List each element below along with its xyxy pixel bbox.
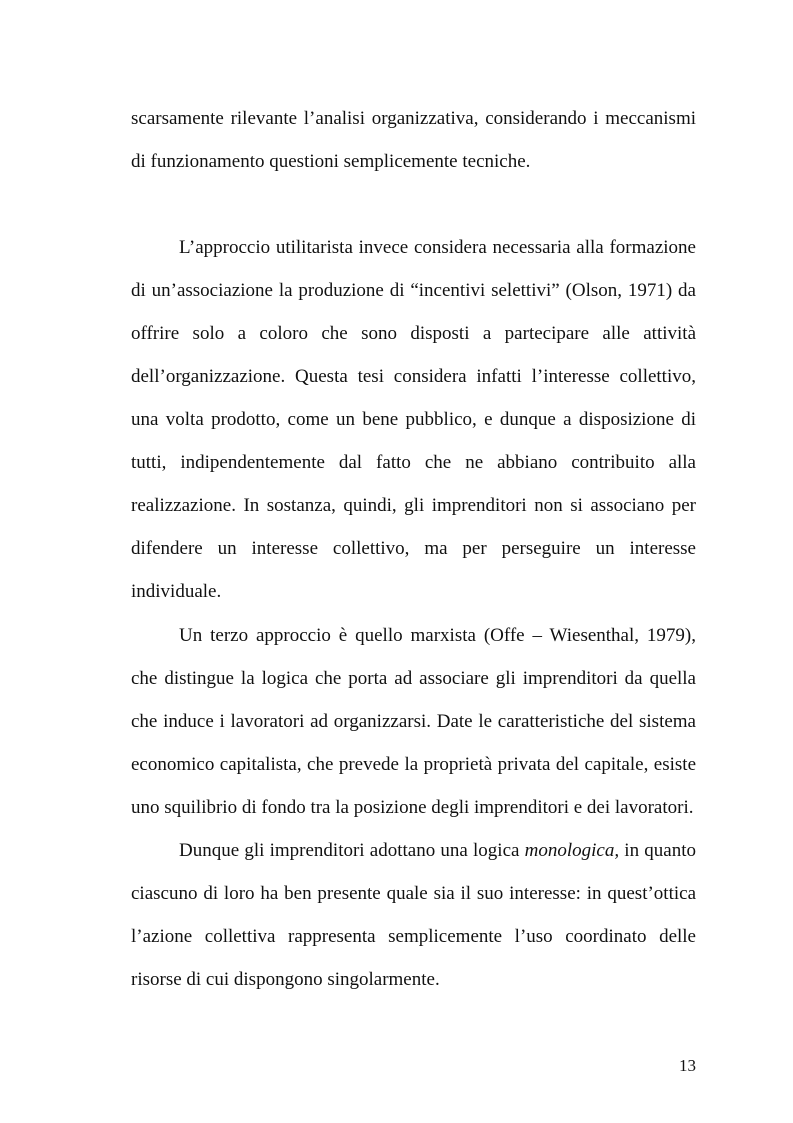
paragraph-marxist-approach: Un terzo approccio è quello marxista (Offe – Wiesenthal, 1979), che distingue la logica che porta ad associare gli imprenditori da quella che induce i lavoratori ad organizzarsi. Date le caratteristiche del sistema economico capitalista, che prevede la proprietà privata del capitale, esiste uno squilibrio di fondo tra la posizione degli imprenditori e dei lavoratori. [131, 625, 696, 818]
paragraph-text-after-italic: in quanto ciascuno di loro ha ben presente quale sia il suo interesse: in quest’ottica l’azione collettiva rappresenta semplicemente l’uso coordinato delle risorse di cui dispongono singolarmente. [131, 840, 696, 990]
paragraph-text-before-italic: Dunque gli imprenditori adottano una logica [179, 840, 525, 861]
paragraph-continuation: scarsamente rilevante l’analisi organizzativa, considerando i meccanismi di funzionamento questioni semplicemente tecniche. [131, 108, 696, 172]
paragraph-utilitarian-approach: L’approccio utilitarista invece considera necessaria alla formazione di un’associazione la produzione di “incentivi selettivi” (Olson, 1971) da offrire solo a coloro che sono disposti a partecipare alle attività dell’organizzazione. Questa tesi considera infatti l’interesse collettivo, una volta prodotto, come un bene pubblico, e dunque a disposizione di tutti, indipendentemente dal fatto che ne abbiano contribuito alla realizzazione. In sostanza, quindi, gli imprenditori non si associano per difendere un interesse collettivo, ma per perseguire un interesse individuale. [131, 237, 696, 602]
italic-term-monologica: monologica, [524, 840, 620, 861]
page-number: 13 [679, 1056, 696, 1075]
paragraph-monological-logic [131, 829, 696, 1001]
